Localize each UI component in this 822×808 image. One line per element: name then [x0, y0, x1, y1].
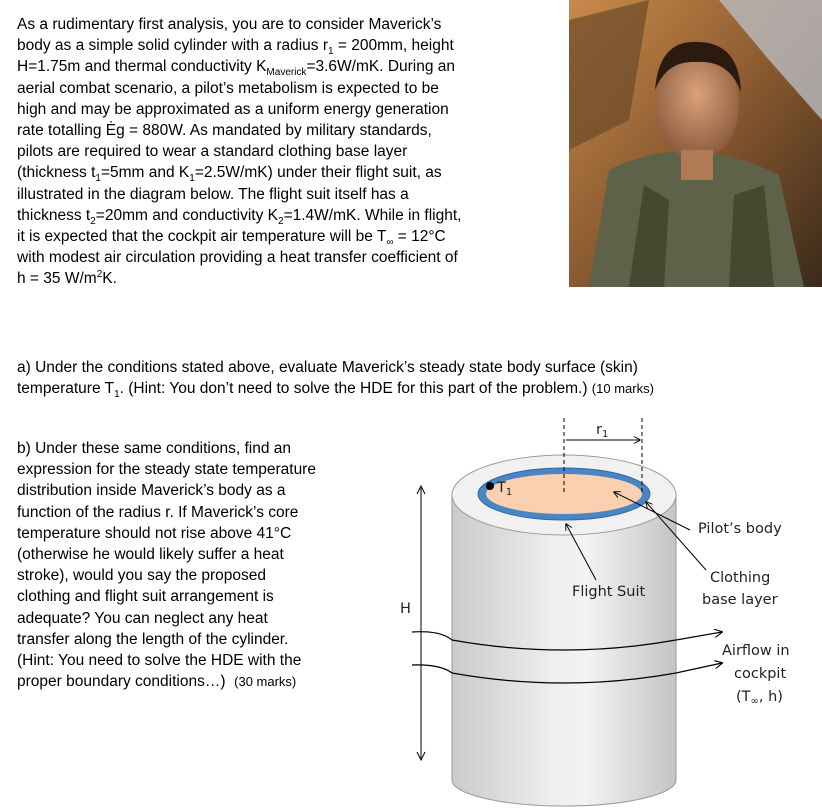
- part-a-question: [17, 357, 807, 399]
- cylinder-diagram: [380, 410, 822, 808]
- r1-label: $r_1$: [596, 422, 609, 440]
- part-b-line: expression for the steady state temperature: [17, 461, 316, 479]
- part-b-line: (Hint: You need to solve the HDE with the: [17, 652, 302, 670]
- part-b-line: (otherwise he would likely suffer a heat: [17, 546, 284, 564]
- intro-line: body as a simple solid cylinder with a radius $r_1 = 200mm$, height: [17, 37, 454, 58]
- intro-line: As a rudimentary first analysis, you are to consider Maverick’s: [17, 16, 442, 33]
- pilots-body-label: Pilot’s body: [698, 521, 782, 537]
- intro-line: it is expected that the cockpit air temperature will be $T_\infty = 12^\circ C$: [17, 228, 446, 249]
- intro-line: thickness $t_2=20mm$ and conductivity $K_2=1.4W/mK$. While in flight,: [17, 206, 462, 227]
- airflow-label-3: ($T_\infty$, h): [736, 689, 783, 707]
- t1-dot: [486, 482, 494, 490]
- part-b-marks: (30 marks): [234, 674, 297, 690]
- clothing-label-1: Clothing: [710, 570, 771, 586]
- airflow-label-2: cockpit: [734, 666, 787, 682]
- part-b-question: [17, 438, 373, 692]
- part-b-line: transfer along the length of the cylinder.: [17, 630, 289, 648]
- pilot-photo: [569, 0, 822, 287]
- intro-paragraph: [17, 14, 553, 290]
- part-b-line: stroke), would you say the proposed: [17, 567, 266, 585]
- flight-suit-label: Flight Suit: [572, 584, 646, 600]
- intro-line: high and may be approximated as a uniform energy generation: [17, 100, 449, 118]
- part-a-line: a) Under the conditions stated above, evaluate Maverick’s steady state body surface (skin): [17, 359, 638, 376]
- intro-line: rate totalling Ėg = 880W. As mandated by military standards,: [17, 122, 432, 140]
- t1-label: $T_1$: [497, 480, 513, 498]
- part-a-marks: (10 marks): [591, 381, 654, 397]
- intro-line: aerial combat scenario, a pilot’s metabolism is expected to be: [17, 79, 439, 97]
- intro-line: h = 35 $W/m^2K$.: [17, 269, 117, 288]
- part-b-line: adequate? You can neglect any heat: [17, 609, 268, 627]
- clothing-label-2: base layer: [702, 592, 778, 608]
- intro-line: H=1.75m and thermal conductivity $K_{Maverick}=3.6W/mK$. During an: [17, 58, 456, 79]
- height-label: H: [400, 601, 411, 617]
- part-b-line: distribution inside Maverick’s body as a: [17, 482, 286, 500]
- part-b-line: function of the radius r. If Maverick’s core: [17, 503, 299, 521]
- intro-line: illustrated in the diagram below. The flight suit itself has a: [17, 185, 409, 203]
- airflow-label-1: Airflow in: [722, 643, 790, 659]
- intro-line: (thickness $t_1=5mm$ and $K_1=2.5W/mK$) under their flight suit, as: [17, 164, 442, 185]
- intro-line: pilots are required to wear a standard clothing base layer: [17, 143, 408, 161]
- part-a-line: temperature $T_1$. (Hint: You don’t need to solve the HDE for this part of the problem.) (10 marks): [17, 380, 654, 401]
- intro-line: with modest air circulation providing a heat transfer coefficient of: [17, 249, 458, 267]
- part-b-line: proper boundary conditions…) (30 marks): [17, 673, 297, 691]
- part-b-line: b) Under these same conditions, find an: [17, 440, 291, 457]
- part-b-line: clothing and flight suit arrangement is: [17, 588, 274, 606]
- part-b-line: temperature should not rise above 41°C: [17, 524, 292, 542]
